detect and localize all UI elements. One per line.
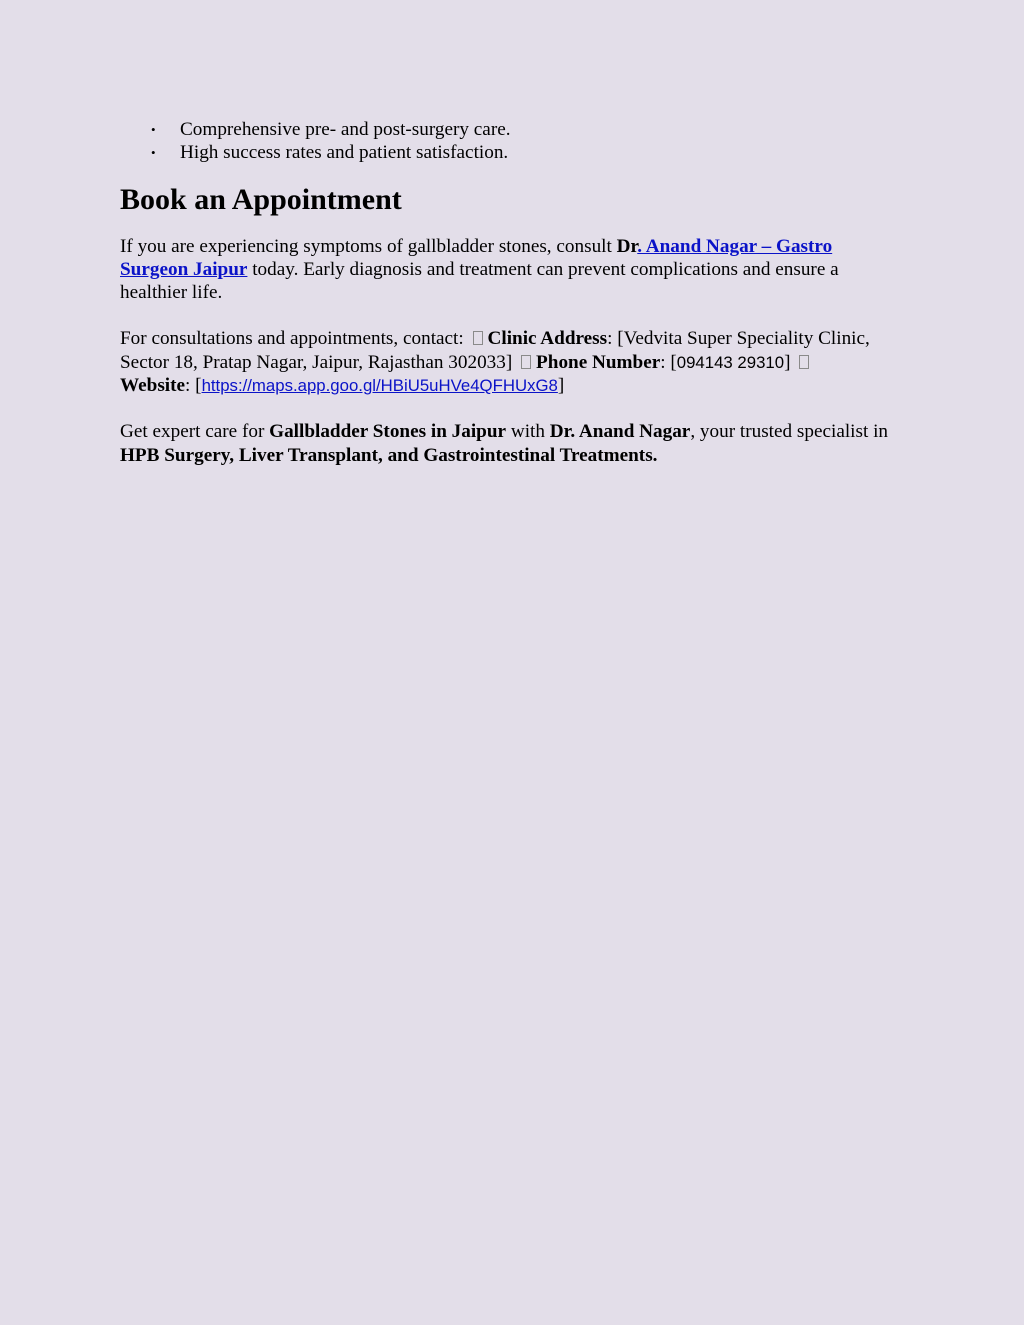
website-close: ]: [557, 375, 565, 397]
contact-intro: For consultations and appointments, contact:: [120, 328, 469, 350]
website-link[interactable]: https://maps.app.goo.gl/HBiU5uHVe4QFHUxG8: [201, 376, 558, 396]
consult-text-after: today. Early diagnosis and treatment can prevent complications and ensure a healthier life.: [120, 258, 839, 304]
consult-text: If you are experiencing symptoms of gallbladder stones, consult: [120, 235, 617, 257]
bullet-icon: •: [151, 145, 156, 161]
contact-paragraph: [120, 327, 910, 397]
doctor-link-text-line1: . Anand Nagar – Gastro: [637, 235, 833, 257]
placeholder-box-icon: [799, 355, 809, 369]
document-page: [120, 118, 910, 467]
doctor-link-text-line2: Surgeon Jaipur: [120, 258, 248, 280]
list-item: [120, 141, 910, 164]
clinic-address-value: : [Vedvita Super Speciality Clinic, Sector 18, Pratap Nagar, Jaipur, Rajasthan 302033]: [120, 328, 870, 373]
website-label: Website: [120, 375, 186, 397]
placeholder-box-icon: [473, 331, 483, 345]
website-separator: : [: [185, 375, 202, 397]
closing-text-3: , your trusted specialist in: [690, 421, 889, 443]
clinic-address-label: Clinic Address: [487, 328, 608, 350]
list-item-text: High success rates and patient satisfaction.: [180, 142, 509, 164]
phone-close: ]: [784, 351, 796, 373]
benefits-list: [120, 118, 910, 165]
bullet-icon: •: [151, 122, 156, 137]
closing-text-1: Get expert care for: [120, 421, 270, 443]
closing-paragraph: [120, 420, 910, 467]
placeholder-box-icon: [521, 355, 531, 369]
closing-bold-1: Gallbladder Stones in Jaipur: [269, 421, 507, 443]
consult-paragraph: [120, 235, 910, 305]
phone-number-value: 094143 29310: [676, 352, 785, 372]
phone-number-label: Phone Number: [536, 351, 661, 373]
list-item-text: Comprehensive pre- and post-surgery care.: [180, 119, 511, 140]
phone-separator: : [: [660, 351, 677, 373]
list-item: [120, 118, 910, 141]
dr-prefix: Dr: [616, 235, 638, 257]
closing-text-2: with: [506, 421, 550, 443]
closing-bold-2: Dr. Anand Nagar: [549, 421, 691, 443]
closing-bold-3: HPB Surgery, Liver Transplant, and Gastrointestinal Treatments.: [120, 444, 658, 466]
section-heading: Book an Appointment: [120, 182, 402, 216]
